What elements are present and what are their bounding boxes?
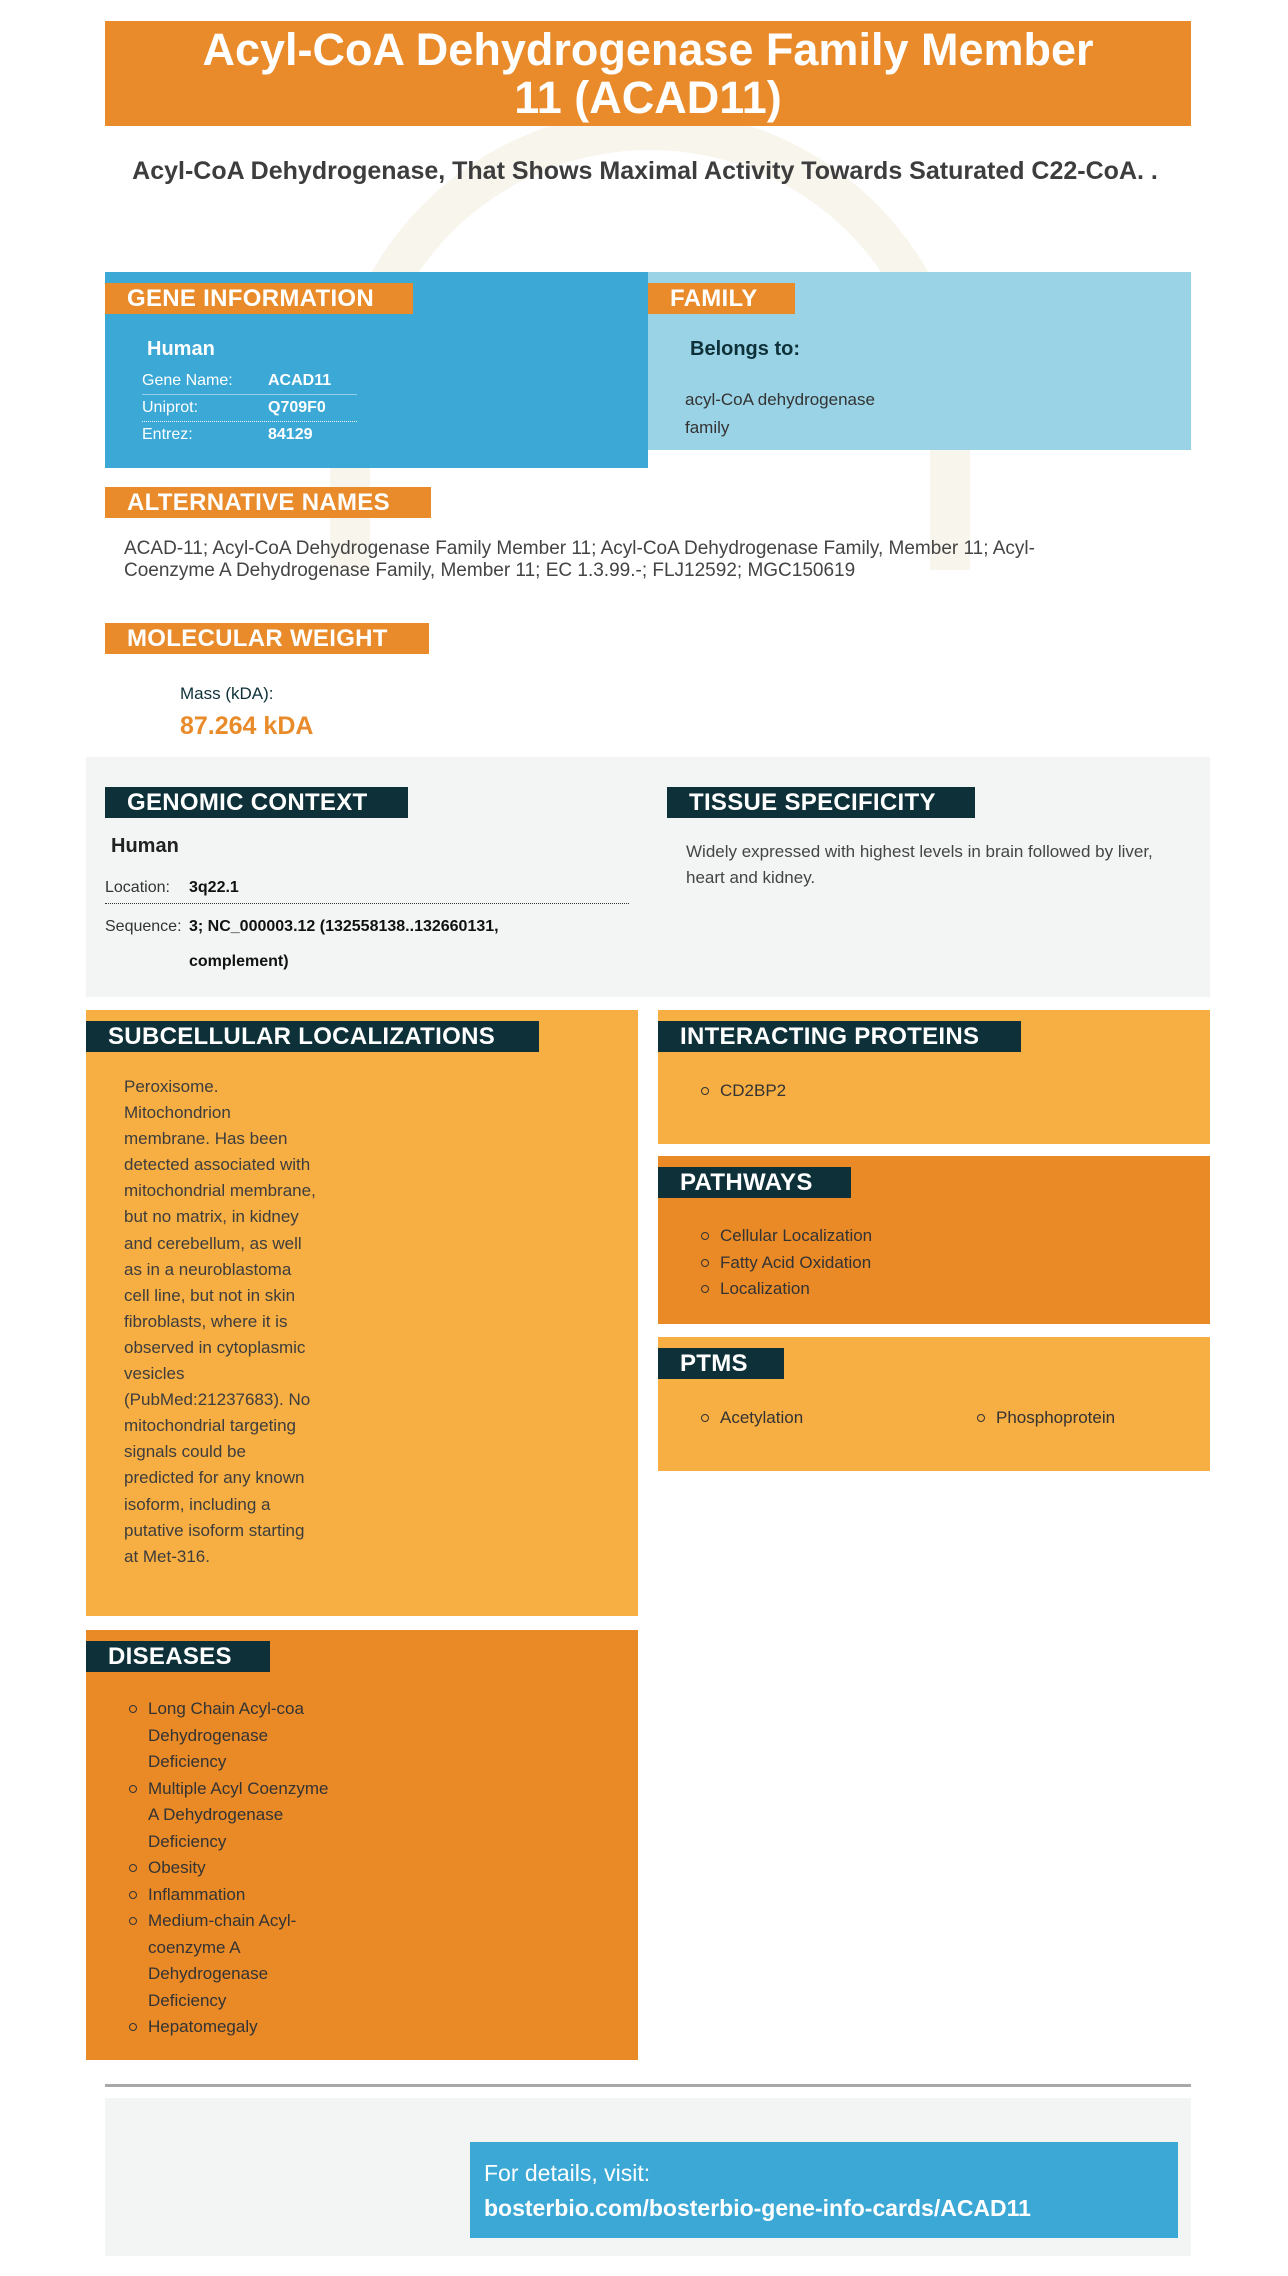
diseases-card bbox=[86, 1630, 638, 2060]
page-title: Acyl-CoA Dehydrogenase Family Member 11 (ACAD11) bbox=[202, 23, 1094, 123]
gene-name-label: Gene Name: bbox=[142, 372, 233, 389]
disease-item-line: Medium-chain Acyl- bbox=[148, 1911, 297, 1930]
page-title-banner bbox=[105, 21, 1191, 126]
subcellular-text-line: but no matrix, in kidney bbox=[124, 1207, 299, 1227]
subcellular-text-line: (PubMed:21237683). No bbox=[124, 1390, 311, 1410]
gene-information-heading: GENE INFORMATION bbox=[105, 283, 413, 314]
family-belongs-label: Belongs to: bbox=[690, 338, 800, 360]
subcellular-localizations-heading: SUBCELLULAR LOCALIZATIONS bbox=[86, 1021, 539, 1052]
family-value-line-2: family bbox=[685, 418, 730, 437]
footer-link[interactable]: bosterbio.com/bosterbio-gene-info-cards/ACAD11 bbox=[484, 2195, 1031, 2221]
subcellular-text-line: cell line, but not in skin bbox=[124, 1285, 296, 1305]
interacting-proteins-list bbox=[701, 1078, 786, 1105]
alternative-names-text: ACAD-11; Acyl-CoA Dehydrogenase Family Member 11; Acyl-CoA Dehydrogenase Family, Member 11; Acyl-Coenzyme A Dehydrogenase Family, Member 11; EC 1.3.99.-; FLJ12592; MGC150619 bbox=[124, 538, 1035, 581]
pathways-heading: PATHWAYS bbox=[658, 1167, 851, 1198]
location-row bbox=[105, 873, 629, 904]
pathways-list bbox=[701, 1223, 872, 1303]
page-subtitle: Acyl-CoA Dehydrogenase, That Shows Maximal Activity Towards Saturated C22-CoA. . bbox=[132, 157, 1158, 185]
gene-name-row bbox=[142, 368, 357, 395]
sequence-label: Sequence: bbox=[105, 918, 182, 935]
disease-item bbox=[129, 1696, 389, 1776]
disease-item-line: Long Chain Acyl-coa bbox=[148, 1699, 304, 1718]
disease-item-line: Deficiency bbox=[148, 1990, 227, 2010]
genomic-species: Human bbox=[111, 835, 179, 857]
uniprot-row bbox=[142, 395, 357, 422]
footer-divider bbox=[105, 2084, 1191, 2087]
subcellular-text-line: as in a neuroblastoma bbox=[124, 1259, 292, 1279]
ptms-list-right bbox=[977, 1405, 1115, 1432]
subcellular-text-line: and cerebellum, as well bbox=[124, 1233, 302, 1253]
gene-information-card bbox=[105, 272, 648, 468]
disease-item-line: Deficiency bbox=[148, 1752, 227, 1771]
disease-item-line: Deficiency bbox=[148, 1831, 227, 1851]
subcellular-localizations-text bbox=[124, 1074, 384, 1570]
sequence-value bbox=[189, 909, 649, 979]
location-label: Location: bbox=[105, 879, 170, 896]
ptms-heading: PTMS bbox=[658, 1348, 784, 1379]
molecular-weight-heading: MOLECULAR WEIGHT bbox=[105, 623, 429, 654]
family-value bbox=[685, 386, 875, 442]
disease-item bbox=[129, 1776, 389, 1856]
list-item: Fatty Acid Oxidation bbox=[701, 1250, 872, 1277]
footer-label: For details, visit: bbox=[484, 2160, 651, 2186]
subcellular-text-line: predicted for any known bbox=[124, 1468, 305, 1488]
pathways-card bbox=[658, 1156, 1210, 1324]
mass-label: Mass (kDA): bbox=[180, 684, 274, 703]
subcellular-text-line: membrane. Has been bbox=[124, 1129, 288, 1149]
interacting-proteins-card bbox=[658, 1010, 1210, 1144]
subcellular-localizations-card bbox=[86, 1010, 638, 1616]
subcellular-text-line: Mitochondrion bbox=[124, 1103, 231, 1123]
location-value: 3q22.1 bbox=[189, 879, 239, 896]
disease-item bbox=[129, 1908, 389, 2014]
tissue-specificity-heading: TISSUE SPECIFICITY bbox=[667, 787, 975, 818]
disease-item-line: A Dehydrogenase bbox=[148, 1805, 284, 1824]
tissue-specificity-text: Widely expressed with highest levels in brain followed by liver, heart and kidney. bbox=[686, 842, 1153, 887]
diseases-list bbox=[129, 1696, 389, 2041]
ptms-list-left bbox=[701, 1405, 803, 1432]
disease-item-line: Inflammation bbox=[148, 1884, 246, 1904]
subcellular-text-line: detected associated with bbox=[124, 1155, 311, 1175]
family-heading: FAMILY bbox=[648, 283, 795, 314]
disease-item bbox=[129, 1855, 389, 1882]
interacting-proteins-heading: INTERACTING PROTEINS bbox=[658, 1021, 1021, 1052]
sequence-value-line-1: 3; NC_000003.12 (132558138..132660131, bbox=[189, 918, 499, 935]
mass-value: 87.264 kDA bbox=[180, 712, 314, 740]
subcellular-text-line: Peroxisome. bbox=[124, 1077, 219, 1096]
subcellular-text-line: mitochondrial membrane, bbox=[124, 1181, 316, 1201]
gene-name-value: ACAD11 bbox=[268, 372, 332, 389]
entrez-value: 84129 bbox=[268, 426, 313, 443]
list-item: CD2BP2 bbox=[701, 1078, 786, 1105]
disease-item-line: Multiple Acyl Coenzyme bbox=[148, 1778, 329, 1798]
entrez-row bbox=[142, 422, 357, 448]
list-item: Cellular Localization bbox=[701, 1223, 872, 1250]
disease-item-line: coenzyme A bbox=[148, 1937, 241, 1957]
disease-item-line: Dehydrogenase bbox=[148, 1964, 269, 1983]
family-value-line-1: acyl-CoA dehydrogenase bbox=[685, 390, 875, 409]
subcellular-text-line: putative isoform starting bbox=[124, 1520, 305, 1540]
subcellular-text-line: fibroblasts, where it is bbox=[124, 1311, 288, 1331]
subcellular-text-line: observed in cytoplasmic bbox=[124, 1337, 306, 1357]
subcellular-text-line: vesicles bbox=[124, 1364, 185, 1384]
disease-item bbox=[129, 2014, 389, 2041]
sequence-value-line-2: complement) bbox=[189, 953, 289, 970]
uniprot-value: Q709F0 bbox=[268, 399, 326, 416]
list-item: Phosphoprotein bbox=[977, 1405, 1115, 1432]
disease-item-line: Obesity bbox=[148, 1858, 206, 1877]
genomic-context-heading: GENOMIC CONTEXT bbox=[105, 787, 408, 818]
diseases-heading: DISEASES bbox=[86, 1641, 270, 1672]
subcellular-text-line: at Met-316. bbox=[124, 1546, 210, 1566]
subcellular-text-line: signals could be bbox=[124, 1442, 246, 1462]
list-item: Acetylation bbox=[701, 1405, 803, 1432]
alternative-names-heading: ALTERNATIVE NAMES bbox=[105, 487, 431, 518]
subcellular-text-line: mitochondrial targeting bbox=[124, 1416, 296, 1436]
entrez-label: Entrez: bbox=[142, 426, 193, 443]
genomic-tissue-panel bbox=[86, 757, 1210, 997]
disease-item-line: Dehydrogenase bbox=[148, 1725, 269, 1745]
ptms-card bbox=[658, 1337, 1210, 1471]
gene-species: Human bbox=[147, 338, 215, 360]
footer-details-box bbox=[470, 2142, 1178, 2238]
disease-item bbox=[129, 1882, 389, 1909]
disease-item-line: Hepatomegaly bbox=[148, 2017, 258, 2036]
list-item: Localization bbox=[701, 1276, 872, 1303]
subcellular-text-line: isoform, including a bbox=[124, 1494, 271, 1514]
family-card bbox=[648, 272, 1191, 450]
uniprot-label: Uniprot: bbox=[142, 399, 199, 416]
